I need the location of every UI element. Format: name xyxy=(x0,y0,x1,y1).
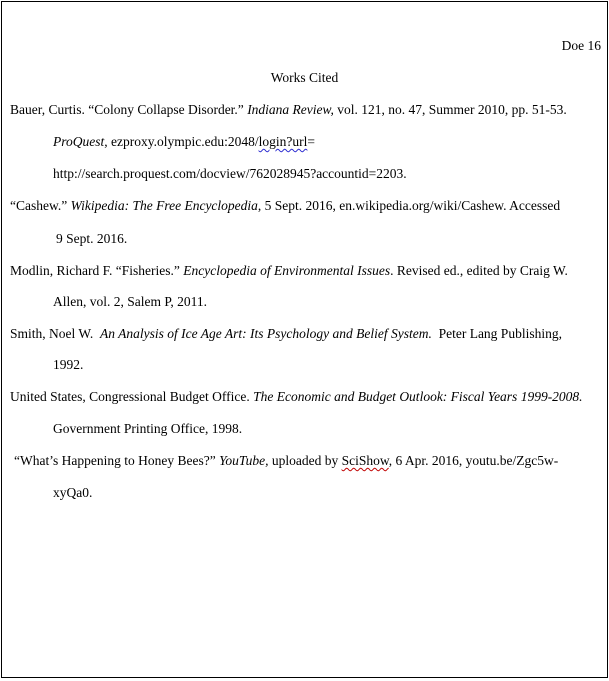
citation-container: ProQuest xyxy=(53,134,105,149)
page-title: Works Cited xyxy=(270,70,339,85)
citation-line: 1992. xyxy=(53,357,84,372)
citation-title: YouTube, xyxy=(219,453,269,468)
document-page xyxy=(1,1,608,678)
citation-line: Smith, Noel W. An Analysis of Ice Age Art: Its Psychology and Belief System. Peter Lang Publishing, xyxy=(10,326,562,341)
citation-line: Bauer, Curtis. “Colony Collapse Disorder.” Indiana Review, vol. 121, no. 47, Summer 2010, pp. 51-53. xyxy=(10,102,567,117)
citation-line: xyQa0. xyxy=(53,485,93,500)
citation-line: “What’s Happening to Honey Bees?” YouTube, uploaded by SciShow, 6 Apr. 2016, youtu.be/Zgc5w- xyxy=(14,453,559,468)
grammar-flag: login?url xyxy=(258,134,308,149)
citation-line: http://search.proquest.com/docview/762028945?accountid=2203. xyxy=(53,166,407,181)
citation-line: “Cashew.” Wikipedia: The Free Encyclopedia, 5 Sept. 2016, en.wikipedia.org/wiki/Cashew. Accessed xyxy=(10,198,561,213)
citation-title: Encyclopedia of Environmental Issues xyxy=(183,263,391,278)
citation-title: Wikipedia: The Free Encyclopedia xyxy=(70,198,258,213)
citation-line: Modlin, Richard F. “Fisheries.” Encyclopedia of Environmental Issues. Revised ed., edited by Craig W. xyxy=(10,263,568,278)
citation-title: An Analysis of Ice Age Art: Its Psychology and Belief System. xyxy=(100,326,432,341)
citation-line: 9 Sept. 2016. xyxy=(56,231,128,246)
citation-line: ProQuest, ezproxy.olympic.edu:2048/login?url= xyxy=(53,134,315,149)
citation-line: Government Printing Office, 1998. xyxy=(53,421,243,436)
citation-title: The Economic and Budget Outlook: Fiscal Years 1999-2008. xyxy=(253,389,583,404)
citation-line: United States, Congressional Budget Office. The Economic and Budget Outlook: Fiscal Years 1999-2008. xyxy=(10,389,583,404)
running-head: Doe 16 xyxy=(561,38,601,53)
citation-line: Allen, vol. 2, Salem P, 2011. xyxy=(53,294,207,309)
citation-title: Indiana Review, xyxy=(247,102,334,117)
spelling-flag: SciShow xyxy=(341,453,389,468)
